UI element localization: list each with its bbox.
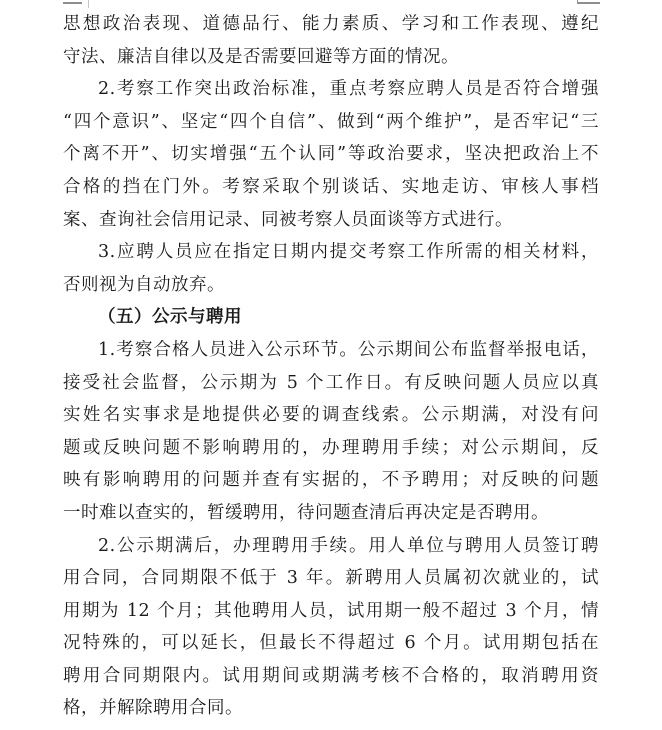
- text-line: 格，并解除聘用合同。: [63, 698, 243, 719]
- text-line: 守法、廉洁自律以及是否需要回避等方面的情况。: [63, 46, 459, 67]
- text-line: 个离不开”、切实增强“五个认同”等政治要求，坚决把政治上不: [63, 144, 599, 165]
- text-line: 用合同，合同期限不低于 3 年。新聘用人员属初次就业的，试: [63, 568, 599, 589]
- text-line: 1.考察合格人员进入公示环节。公示期间公布监督举报电话，: [98, 339, 599, 360]
- text-line: 实姓名实事求是地提供必要的调查线索。公示期满，对没有问: [63, 405, 599, 426]
- text-line: 用期为 12 个月；其他聘用人员，试用期一般不超过 3 个月，情: [63, 600, 599, 621]
- text-line: 思想政治表现、道德品行、能力素质、学习和工作表现、遵纪: [63, 14, 599, 34]
- top-left-crop-mark: [63, 2, 82, 4]
- top-left-tick-mark: [88, 0, 89, 8]
- text-line: 一时难以查实的，暂缓聘用，待问题查清后再决定是否聘用。: [63, 502, 549, 523]
- text-line: 合格的挡在门外。考察采取个别谈话、实地走访、审核人事档: [63, 176, 599, 197]
- text-line: 聘用合同期限内。试用期间或期满考核不合格的，取消聘用资: [63, 665, 599, 686]
- text-line: 接受社会监督，公示期为 5 个工作日。有反映问题人员应以真: [63, 372, 599, 393]
- text-line: 2.公示期满后，办理聘用手续。用人单位与聘用人员签订聘: [98, 535, 599, 556]
- text-line: 否则视为自动放弃。: [63, 274, 225, 295]
- top-right-tick-mark: [577, 0, 578, 3]
- text-line: 案、查询社会信用记录、同被考察人员面谈等方式进行。: [63, 209, 513, 230]
- text-line: “四个意识”、坚定“四个自信”、做到“两个维护”，是否牢记“三: [63, 111, 599, 132]
- text-line: 3.应聘人员应在指定日期内提交考察工作所需的相关材料，: [98, 242, 599, 263]
- top-right-crop-mark: [577, 2, 600, 4]
- document-body: [63, 8, 599, 725]
- section-heading: （五）公示与聘用: [98, 307, 242, 328]
- text-line: 2.考察工作突出政治标准，重点考察应聘人员是否符合增强: [98, 79, 599, 100]
- text-line: 题或反映问题不影响聘用的，办理聘用手续；对公示期间，反: [63, 437, 599, 458]
- text-line: 映有影响聘用的问题并查有实据的，不予聘用；对反映的问题: [63, 470, 599, 491]
- text-line: 况特殊的，可以延长，但最长不得超过 6 个月。试用期包括在: [63, 633, 599, 654]
